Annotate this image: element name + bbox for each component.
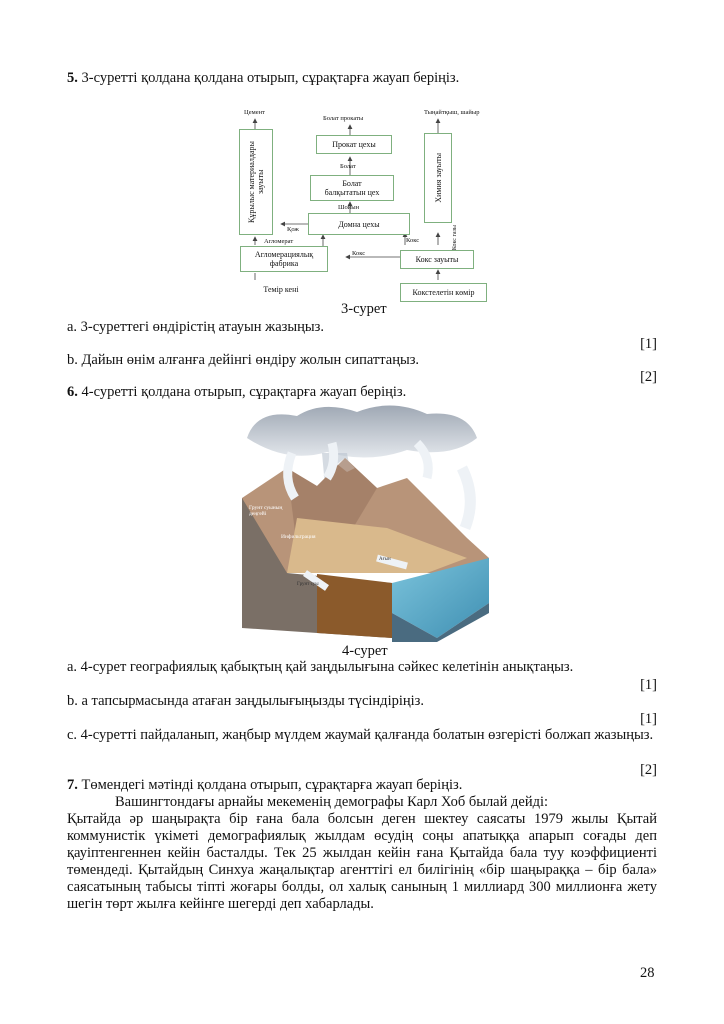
page-number: 28 [640,965,655,981]
label-coke-1: Кокс [406,237,420,244]
q5-header [67,70,459,87]
q7-paragraph-2: Қытайда әр шаңырақта бір ғана бала болсын деген шектеу саясаты 1979 жылы Қытай коммунистік үкіметі демографиялық жылдам өсудің соңы апатыққа апарып соғады деп қауіптенгеннен кейін басталды. Тек 25 жылдан кейін ғана Қытайда бала туу коэффициенті төмендеді. Қытайдың Синхуа жаңалықтар агенттігі ел билігінің «бір шаңыраққа – бір бала» саясатының табысы тіпті жоғары болды, ол халық санының 1 миллиард 300 миллионға жету шегін төрт жылға кейінге шегерді деп хабарлады. [67,811,657,912]
label-coke-2: Кокс [352,250,366,257]
q6-number: 6. [67,384,78,400]
figure-3-caption: 3-сурет [341,301,387,317]
box-steel-shop [310,175,394,201]
q5-part-b-mark: [2] [640,369,657,385]
q7-number: 7. [67,777,78,793]
label-runoff: Ағын [379,557,391,562]
q6-instruction: 4-суретті қолдана отырып, сұрақтарға жауап беріңіз. [81,384,407,400]
label-fertilizer: Тыңайтқыш, шайыр [424,109,480,116]
box-steel-shop-line2: балқытатын цех [324,188,380,197]
label-agglomerate: Агломерат [264,238,294,245]
q5-part-a-mark: [1] [640,336,657,352]
label-cement: Цемент [244,109,265,116]
q6-part-b: b. а тапсырмасында атаған заңдылығыңызды түсіндіріңіз. [67,693,425,709]
figure-4-caption: 4-сурет [342,643,388,659]
box-construction-materials-label: Құрылыс материалдары зауыты [247,141,265,223]
box-chemical-plant [424,133,452,223]
box-coking-coal: Кокстелетін көмір [400,283,487,302]
label-coke-gas: Кокс газы [452,225,458,251]
q5-part-b: b. Дайын өнім алғанға дейінгі өндіру жолын сипаттаңыз. [67,352,420,368]
box-construction-materials [239,129,273,235]
box-steel-shop-line1: Болат [342,179,362,188]
q7-instruction: Төмендегі мәтінді қолдана отырып, сұрақтарға жауап беріңіз. [81,777,463,793]
box-agglomeration-line2: фабрика [269,259,299,268]
q7-paragraph-1: Вашингтондағы арнайы мекеменің демографы Карл Хоб былай дейді: [115,794,549,810]
q6-part-b-mark: [1] [640,711,657,727]
q5-part-a: a. 3-суреттегі өндірістің атауын жазыңыз. [67,319,324,335]
box-iron-ore: Темір кені [240,280,322,299]
q6-part-a-mark: [1] [640,677,657,693]
label-pig-iron: Шойын [338,204,360,211]
q7-header [67,777,462,794]
box-chemical-plant-label: Химия зауыты [433,153,443,203]
label-ground-water: Грунт суы [297,582,319,587]
label-steel-rolled: Болат прокаты [323,115,364,122]
box-agglomeration-line1: Агломерациялық [254,250,314,259]
box-coke-plant: Кокс зауыты [400,250,474,269]
label-ground-water-level: Грунт суының деңгейі [249,505,283,517]
box-blast-furnace: Домна цехы [308,213,410,235]
label-slag: Қож [287,226,299,233]
label-steel: Болат [340,163,356,170]
box-agglomeration [240,246,328,272]
q6-part-a: a. 4-сурет географиялық қабықтың қай заңдылығына сәйкес келетінін анықтаңыз. [67,659,574,675]
q6-part-c-mark: [2] [640,762,657,778]
box-rolling-shop: Прокат цехы [316,135,392,154]
figure-4-water-cycle [227,398,493,642]
water-cycle-illustration [227,398,493,642]
figure-3-diagram [228,105,503,300]
label-infiltration: Инфильтрация [281,534,316,540]
q6-part-c: c. 4-суретті пайдаланып, жаңбыр мүлдем жаумай қалғанда болатын өзгерісті болжап жазыңыз. [67,727,654,743]
q5-number: 5. [67,70,78,86]
q5-instruction: 3-суретті қолдана қолдана отырып, сұрақтарға жауап беріңіз. [81,70,460,86]
